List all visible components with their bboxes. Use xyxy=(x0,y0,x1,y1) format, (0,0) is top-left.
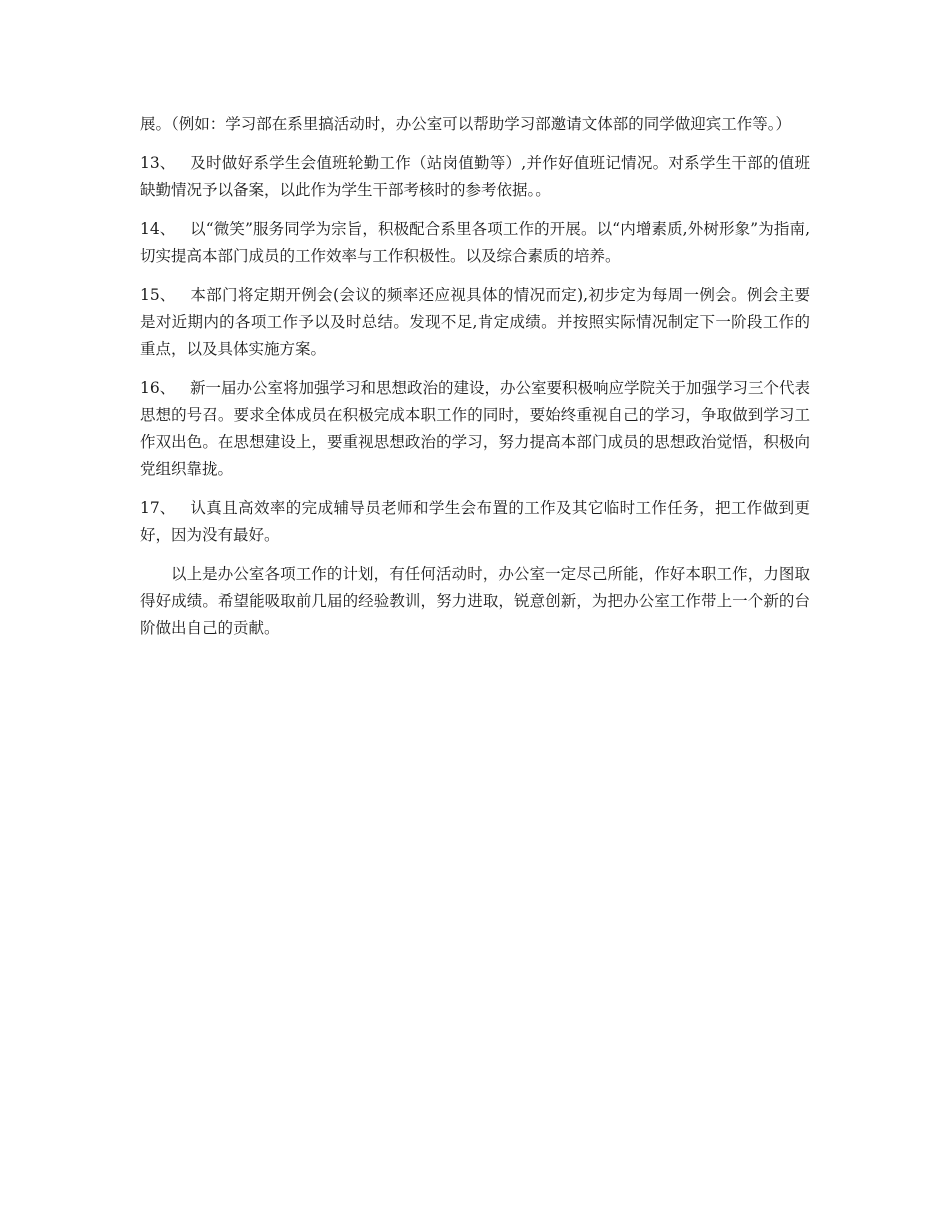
paragraph-text: 展。（例如：学习部在系里搞活动时，办公室可以帮助学习部邀请文体部的同学做迎宾工作等。） xyxy=(140,115,792,133)
closing-paragraph: 以上是办公室各项工作的计划，有任何活动时，办公室一定尽己所能，作好本职工作，力图取得好成绩。希望能吸取前几届的经验教训，努力进取，锐意创新，为把办公室工作带上一个新的台阶做出自己的贡献。 xyxy=(140,565,810,637)
paragraph-item-14 xyxy=(140,216,810,270)
paragraph-item-17 xyxy=(140,495,810,549)
paragraph-text: 以“微笑”服务同学为宗旨，积极配合系里各项工作的开展。以“内增素质,外树形象”为指南,切实提高本部门成员的工作效率与工作积极性。以及综合素质的培养。 xyxy=(140,220,810,265)
paragraph-item-13 xyxy=(140,150,810,204)
item-number: 13、 xyxy=(140,154,176,172)
paragraph-text: 新一届办公室将加强学习和思想政治的建设，办公室要积极响应学院关于加强学习三个代表思想的号召。要求全体成员在积极完成本职工作的同时，要始终重视自己的学习，争取做到学习工作双出色。在思想建设上，要重视思想政治的学习，努力提高本部门成员的思想政治觉悟，积极向党组织靠拢。 xyxy=(140,379,811,478)
paragraph-text: 及时做好系学生会值班轮勤工作（站岗值勤等）,并作好值班记情况。对系学生干部的值班缺勤情况予以备案，以此作为学生干部考核时的参考依据。。 xyxy=(140,154,810,199)
item-number: 14、 xyxy=(140,220,176,238)
paragraph-item-16 xyxy=(140,375,810,483)
paragraph-continuation xyxy=(140,111,810,138)
item-number: 17、 xyxy=(140,499,176,517)
item-number: 16、 xyxy=(140,379,176,397)
paragraph-item-15 xyxy=(140,282,810,363)
document-page xyxy=(140,111,810,654)
paragraph-text: 认真且高效率的完成辅导员老师和学生会布置的工作及其它临时工作任务，把工作做到更好，因为没有最好。 xyxy=(140,499,810,544)
paragraph-text: 本部门将定期开例会(会议的频率还应视具体的情况而定),初步定为每周一例会。例会主要是对近期内的各项工作予以及时总结。发现不足,肯定成绩。并按照实际情况制定下一阶段工作的重点，以及具体实施方案。 xyxy=(140,286,810,358)
item-number: 15、 xyxy=(140,286,176,304)
